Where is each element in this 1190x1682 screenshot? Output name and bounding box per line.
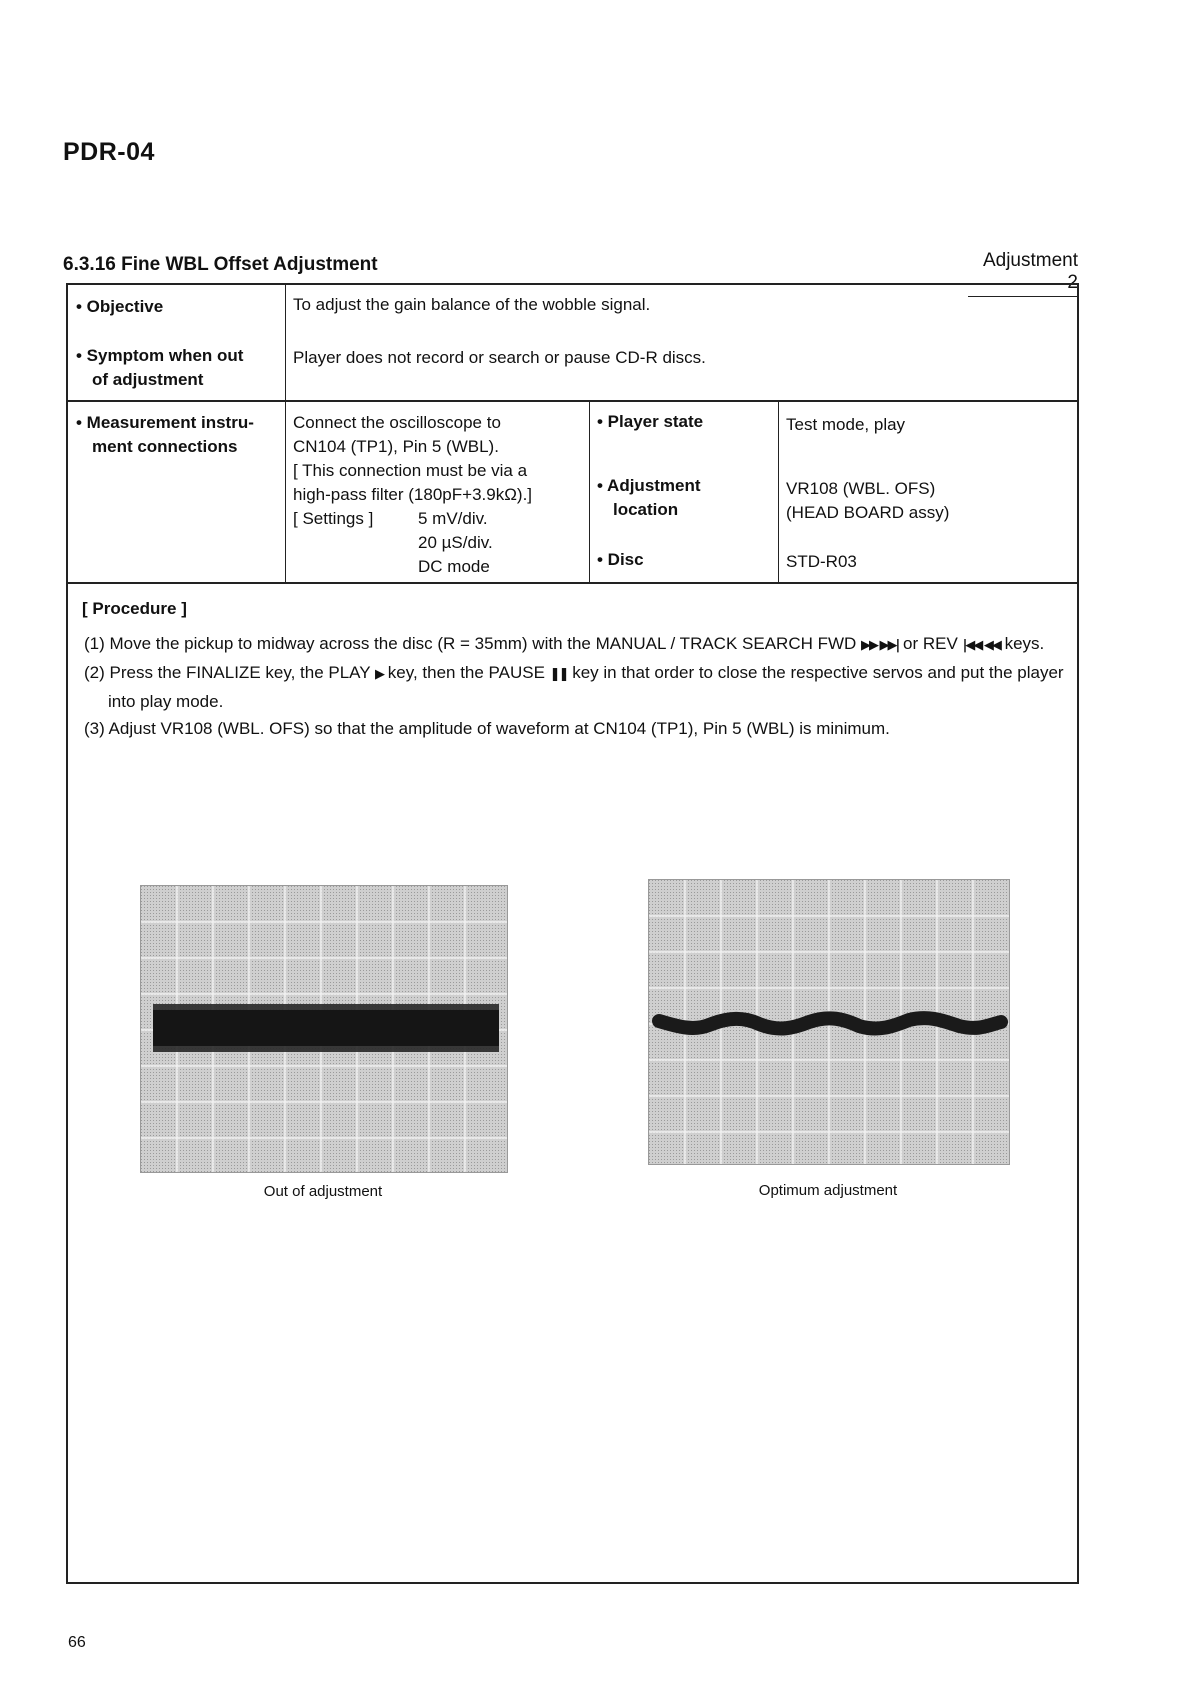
oscilloscope-optimum-adjustment [648, 879, 1010, 1165]
player-state-value: Test mode, play [786, 415, 906, 434]
col-divider-right [778, 400, 779, 582]
objective-label: • Objective [76, 297, 164, 316]
adjustment-location-label [597, 474, 701, 522]
measurement-line: [ This connection must be via a [293, 461, 528, 480]
adjustment-location-label-line1: • Adjustment [597, 476, 701, 495]
symptom-label [76, 344, 243, 392]
step-text: or REV [903, 634, 958, 653]
measurement-line: Connect the oscilloscope to [293, 413, 501, 432]
procedure-step-1 [82, 630, 1067, 659]
adjustment-location-value-line2: (HEAD BOARD assy) [786, 503, 950, 522]
play-icon: ▶ [375, 667, 384, 682]
model-number: PDR-04 [63, 138, 155, 166]
section-tag: Adjustment 2 [968, 250, 1078, 297]
step-text: (2) Press the FINALIZE key, the PLAY [84, 663, 371, 682]
measurement-connections [293, 411, 532, 579]
row-divider-2 [68, 582, 1077, 584]
adjustment-location-value-line1: VR108 (WBL. OFS) [786, 479, 936, 498]
player-state-label: • Player state [597, 412, 704, 431]
procedure-heading: [ Procedure ] [82, 599, 187, 618]
step-text: keys. [1004, 634, 1045, 653]
symptom-label-line2: of adjustment [92, 370, 204, 389]
settings-value: DC mode [418, 557, 490, 576]
rev-search-icon: |◀◀ ◀◀ [962, 638, 1000, 653]
fwd-search-icon: ▶▶ ▶▶| [861, 638, 899, 653]
section-title: 6.3.16 Fine WBL Offset Adjustment [63, 254, 378, 275]
step-text: key, then the PAUSE [387, 663, 545, 682]
disc-label: • Disc [597, 550, 644, 569]
disc-value: STD-R03 [786, 552, 857, 571]
objective-text: To adjust the gain balance of the wobble signal. [293, 295, 651, 314]
caption-optimum-adjustment: Optimum adjustment [758, 1182, 898, 1199]
settings-label: [ Settings ] [293, 509, 374, 528]
col-divider-mid [589, 400, 590, 582]
symptom-text: Player does not record or search or pause CD-R discs. [293, 348, 706, 367]
caption-out-of-adjustment: Out of adjustment [263, 1183, 383, 1200]
settings-row [293, 507, 532, 531]
measurement-label-line2: ment connections [92, 437, 238, 456]
pause-icon: ❚❚ [549, 667, 568, 682]
settings-value: 20 µS/div. [418, 533, 493, 552]
measurement-label-line1: • Measurement instru- [76, 413, 254, 432]
oscilloscope-out-of-adjustment [140, 885, 508, 1173]
symptom-label-line1: • Symptom when out [76, 346, 244, 365]
measurement-line: high-pass filter (180pF+3.9kΩ).] [293, 485, 533, 504]
step-text: key in that order to close the respective servos and put the player into play mode. [108, 663, 1064, 711]
measurement-label [76, 411, 254, 459]
procedure-step-3: (3) Adjust VR108 (WBL. OFS) so that the amplitude of waveform at CN104 (TP1), Pin 5 (WBL) is minimum. [84, 719, 890, 738]
adjustment-location-value [786, 477, 949, 525]
step-text: (1) Move the pickup to midway across the disc (R = 35mm) with the MANUAL / TRACK SEARCH FWD [84, 634, 857, 653]
waveform-thin-svg [649, 880, 1009, 1164]
procedure [82, 595, 1067, 742]
adjustment-location-label-line2: location [613, 500, 679, 519]
settings-value: 5 mV/div. [418, 509, 488, 528]
col-divider-label [285, 285, 286, 582]
measurement-line: CN104 (TP1), Pin 5 (WBL). [293, 437, 499, 456]
page-number: 66 [68, 1634, 86, 1651]
row-divider-1 [68, 400, 1077, 402]
wide-waveform-core [153, 1010, 499, 1046]
adjustment-table [66, 283, 1079, 1584]
waveform-wide-svg [141, 886, 507, 1172]
procedure-step-2 [82, 659, 1067, 715]
